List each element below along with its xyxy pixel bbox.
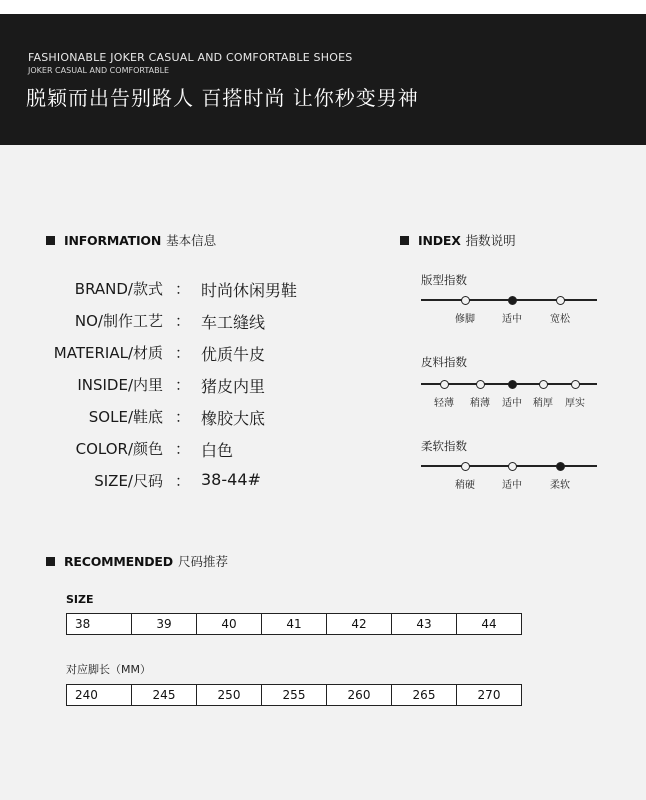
index-title-en: INDEX — [418, 232, 461, 248]
index-marker — [556, 296, 565, 305]
square-bullet-icon — [400, 236, 409, 245]
info-label: SIZE/尺码 — [94, 472, 163, 490]
index-marker — [476, 380, 485, 389]
info-colon: ： — [175, 312, 191, 330]
info-value: 优质牛皮 — [201, 345, 266, 364]
info-row — [0, 374, 400, 402]
index-scale-title: 柔软指数 — [421, 439, 467, 453]
index-marker-selected — [508, 296, 517, 305]
info-label: COLOR/颜色 — [75, 440, 163, 458]
information-title-cn: 基本信息 — [166, 233, 217, 248]
index-marker — [539, 380, 548, 389]
info-label: INSIDE/内里 — [77, 376, 163, 394]
index-marker — [440, 380, 449, 389]
info-value: 车工缝线 — [201, 313, 266, 332]
index-scale-label: 稍薄 — [470, 398, 490, 409]
index-scale-label: 适中 — [502, 314, 522, 325]
information-title-en: INFORMATION — [64, 232, 162, 248]
info-label: NO/制作工艺 — [74, 312, 163, 330]
information-section-title — [46, 231, 216, 249]
info-colon: ： — [175, 472, 191, 490]
index-scale-label: 轻薄 — [434, 398, 454, 409]
foot-length-cell: 270 — [477, 688, 501, 702]
index-scale-label: 宽松 — [550, 314, 570, 325]
index-title-cn: 指数说明 — [465, 233, 516, 248]
index-scale-label: 稍厚 — [533, 398, 553, 409]
index-scale-label: 适中 — [502, 480, 522, 491]
foot-length-caption: 对应脚长（MM） — [66, 663, 151, 676]
square-bullet-icon — [46, 236, 55, 245]
recommended-section-title — [46, 552, 228, 570]
index-marker — [461, 462, 470, 471]
foot-length-cell: 255 — [262, 685, 327, 705]
info-row — [0, 470, 400, 498]
info-row — [0, 406, 400, 434]
info-colon: ： — [175, 376, 191, 394]
index-scale-label: 柔软 — [550, 480, 570, 491]
info-row — [0, 310, 400, 338]
header-chinese-slogan: 脱颖而出告别路人 百搭时尚 让你秒变男神 — [26, 86, 419, 110]
info-colon: ： — [175, 280, 191, 298]
index-scale-title: 皮料指数 — [421, 355, 467, 369]
index-scale-title: 版型指数 — [421, 273, 467, 287]
info-colon: ： — [175, 440, 191, 458]
info-label: MATERIAL/材质 — [53, 344, 163, 362]
index-scale-label: 厚实 — [565, 398, 585, 409]
info-row — [0, 438, 400, 466]
recommended-title-cn: 尺码推荐 — [177, 554, 228, 569]
index-scale-label: 稍硬 — [455, 480, 475, 491]
index-scale-label: 适中 — [502, 398, 522, 409]
foot-length-cell: 260 — [327, 685, 392, 705]
size-table — [66, 613, 522, 635]
info-colon: ： — [175, 408, 191, 426]
info-value: 白色 — [201, 441, 234, 460]
header-banner — [0, 14, 646, 145]
square-bullet-icon — [46, 557, 55, 566]
size-cell: 42 — [327, 614, 392, 634]
info-label: SOLE/鞋底 — [88, 408, 163, 426]
header-english-title: FASHIONABLE JOKER CASUAL AND COMFORTABLE SHOES — [28, 51, 353, 64]
info-value: 时尚休闲男鞋 — [201, 281, 298, 300]
size-cell: 44 — [481, 617, 497, 631]
info-colon: ： — [175, 344, 191, 362]
recommended-title-en: RECOMMENDED — [64, 553, 173, 569]
info-row — [0, 342, 400, 370]
size-cell: 41 — [262, 614, 327, 634]
foot-length-cell: 245 — [132, 685, 197, 705]
foot-length-cell: 240 — [67, 685, 132, 705]
foot-length-cell: 265 — [392, 685, 457, 705]
foot-length-table — [66, 684, 522, 706]
index-marker-selected — [556, 462, 565, 471]
info-label: BRAND/款式 — [74, 280, 163, 298]
size-cell: 43 — [392, 614, 457, 634]
size-cell: 38 — [67, 614, 132, 634]
index-section-title — [400, 231, 516, 249]
index-scale-label: 修脚 — [455, 314, 475, 325]
index-marker-selected — [508, 380, 517, 389]
info-value: 猪皮内里 — [201, 377, 266, 396]
index-marker — [508, 462, 517, 471]
header-english-subtitle: JOKER CASUAL AND COMFORTABLE — [28, 66, 170, 75]
index-marker — [461, 296, 470, 305]
size-cell: 39 — [132, 614, 197, 634]
size-caption: SIZE — [66, 593, 94, 606]
info-value: 38-44# — [201, 470, 261, 489]
info-value: 橡胶大底 — [201, 409, 266, 428]
index-marker — [571, 380, 580, 389]
size-cell: 40 — [197, 614, 262, 634]
info-row — [0, 278, 400, 306]
foot-length-cell: 250 — [197, 685, 262, 705]
